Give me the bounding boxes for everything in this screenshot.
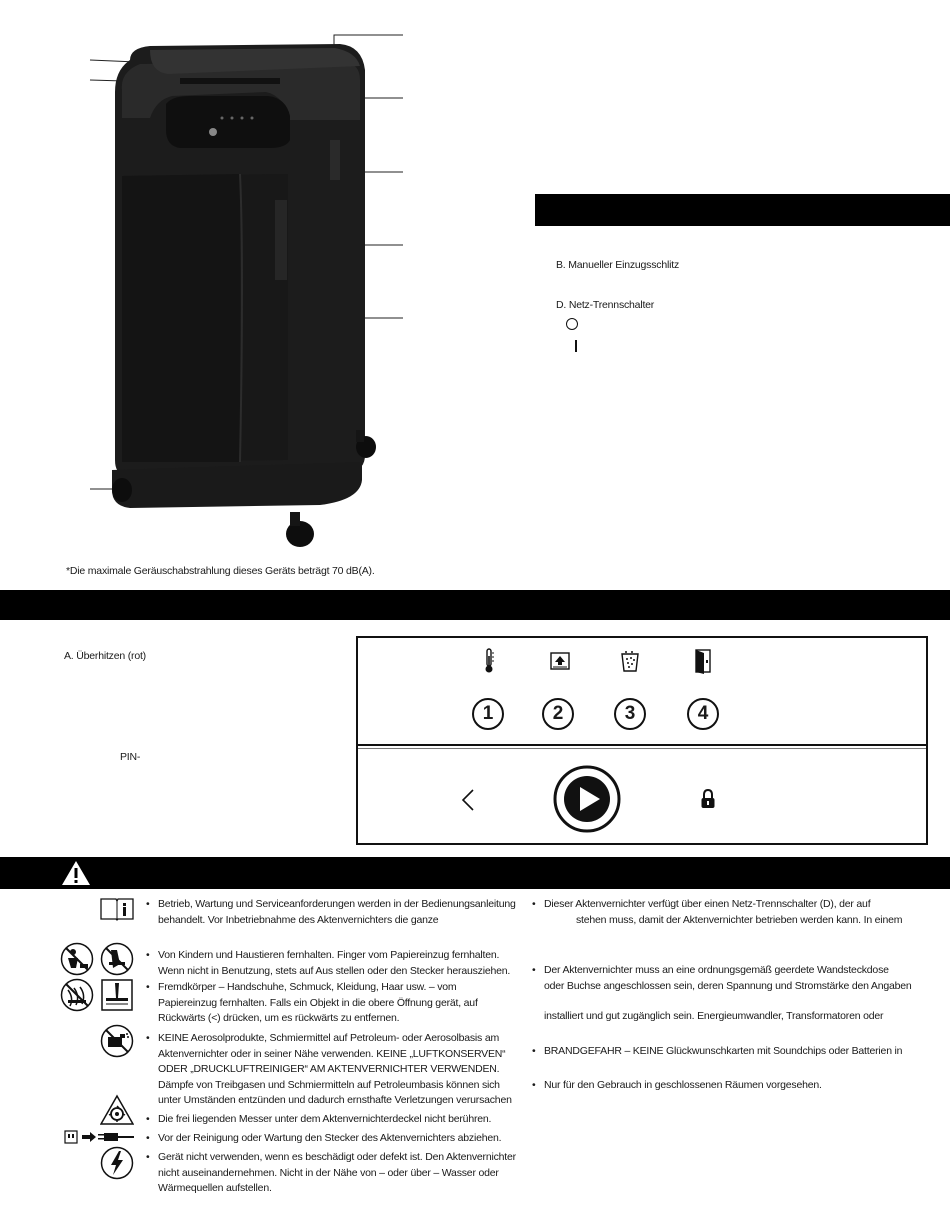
safety-left-item-6: • Vor der Reinigung oder Wartung den Stecker des Aktenvernichters abziehen.	[146, 1132, 502, 1144]
unplug-icon	[64, 1129, 136, 1145]
part-b-label: B. Manueller Einzugsschlitz	[556, 259, 679, 271]
no-loose-items-icon	[60, 978, 94, 1012]
safety-right-item-3: • BRANDGEFAHR – KEINE Glückwunschkarten mit Soundchips oder Batterien in	[532, 1045, 903, 1057]
no-aerosol-icon	[100, 1024, 134, 1058]
shredder-illustration	[60, 25, 410, 555]
electric-shock-icon	[100, 1146, 134, 1180]
control-panel-header-bar	[0, 590, 950, 620]
safety-left-item-5: • Die frei liegenden Messer unter dem Aktenvernichterdeckel nicht berühren.	[146, 1113, 492, 1125]
control-panel-diagram	[356, 636, 928, 845]
panel-divider-shadow	[358, 748, 926, 749]
led-overheat-label: A. Überhitzen (rot)	[64, 650, 146, 662]
safety-left-item-4: • KEINE Aerosolprodukte, Schmiermittel auf Petroleum- oder Aerosolbasis am Aktenvernichter oder in seiner Nähe verwenden. KEINE „LUFTKONSERVEN“ ODER „DRUCKLUFTREINIGER“ AM AKTENVERNICHTER VERWENDEN. Dämpfe von Treibgasen und Schmiermitteln auf Petroleumbasis können sich unter Umständen entzünden und dadurch ernsthafte Verletzungen verursachen	[146, 1032, 512, 1106]
no-tie-jewelry-icon	[100, 978, 134, 1012]
indicator-number-1: 1	[472, 698, 504, 730]
start-play-button[interactable]	[552, 764, 622, 834]
pin-label: PIN-	[120, 751, 141, 763]
safety-left-item-3: • Fremdkörper – Handschuhe, Schmuck, Kleidung, Haar usw. – vom Papiereinzug fernhalten. Falls ein Objekt in die obere Öffnung gerät, auf Rückwärts (<) drücken, um es rückwärts zu entfernen.	[146, 981, 478, 1024]
safety-right-item-4: • Nur für den Gebrauch in geschlossenen Räumen vorgesehen.	[532, 1079, 822, 1091]
switch-on-symbol	[575, 340, 577, 352]
thermometer-icon	[483, 648, 495, 674]
safety-header-bar	[0, 857, 950, 889]
noise-note: *Die maximale Geräuschabstrahlung dieses Geräts beträgt 70 dB(A).	[66, 565, 375, 577]
indicator-number-4: 4	[687, 698, 719, 730]
panel-divider	[358, 744, 926, 746]
parts-header-bar	[535, 194, 950, 226]
safety-right-item-2: • Der Aktenvernichter muss an eine ordnungsgemäß geerdete Wandsteckdose oder Buchse angeschlossen sein, deren Spannung und Stromstärke den Angaben installiert und gut zugänglich sein. Energieumwandler, Transformatoren oder	[532, 964, 912, 1022]
safety-left-item-2: • Von Kindern und Haustieren fernhalten. Finger vom Papiereinzug fernhalten. Wenn nicht in Benutzung, stets auf Aus stellen oder den Stecker herausziehen.	[146, 949, 511, 977]
read-manual-icon	[100, 897, 134, 921]
safety-right-item-1: • Dieser Aktenvernichter verfügt über einen Netz-Trennschalter (D), der auf stehen muss, damit der Aktenvernichter betrieben werden kann. In einem	[532, 898, 903, 926]
indicator-number-2: 2	[542, 698, 574, 730]
reverse-button-icon[interactable]	[460, 788, 476, 812]
no-children-pets-icon	[60, 942, 94, 976]
lock-icon	[700, 789, 716, 809]
indicator-number-3: 3	[614, 698, 646, 730]
door-open-icon	[695, 648, 711, 674]
switch-off-symbol	[566, 318, 578, 330]
safety-left-item-1: • Betrieb, Wartung und Serviceanforderungen werden in der Bedienungsanleitung behandelt. Vor Inbetriebnahme des Aktenvernichters die ganze	[146, 898, 516, 926]
warning-triangle-icon	[61, 860, 91, 886]
safety-left-item-7: • Gerät nicht verwenden, wenn es beschädigt oder defekt ist. Den Aktenvernichter nicht auseinandernehmen. Nicht in der Nähe von – oder über – Wasser oder Wärmequellen aufstellen.	[146, 1151, 516, 1194]
bin-full-icon	[620, 650, 640, 672]
part-d-label: D. Netz-Trennschalter	[556, 299, 655, 311]
blade-hazard-icon	[100, 1094, 134, 1126]
no-fingers-icon	[100, 942, 134, 976]
paper-feed-icon	[550, 652, 570, 670]
